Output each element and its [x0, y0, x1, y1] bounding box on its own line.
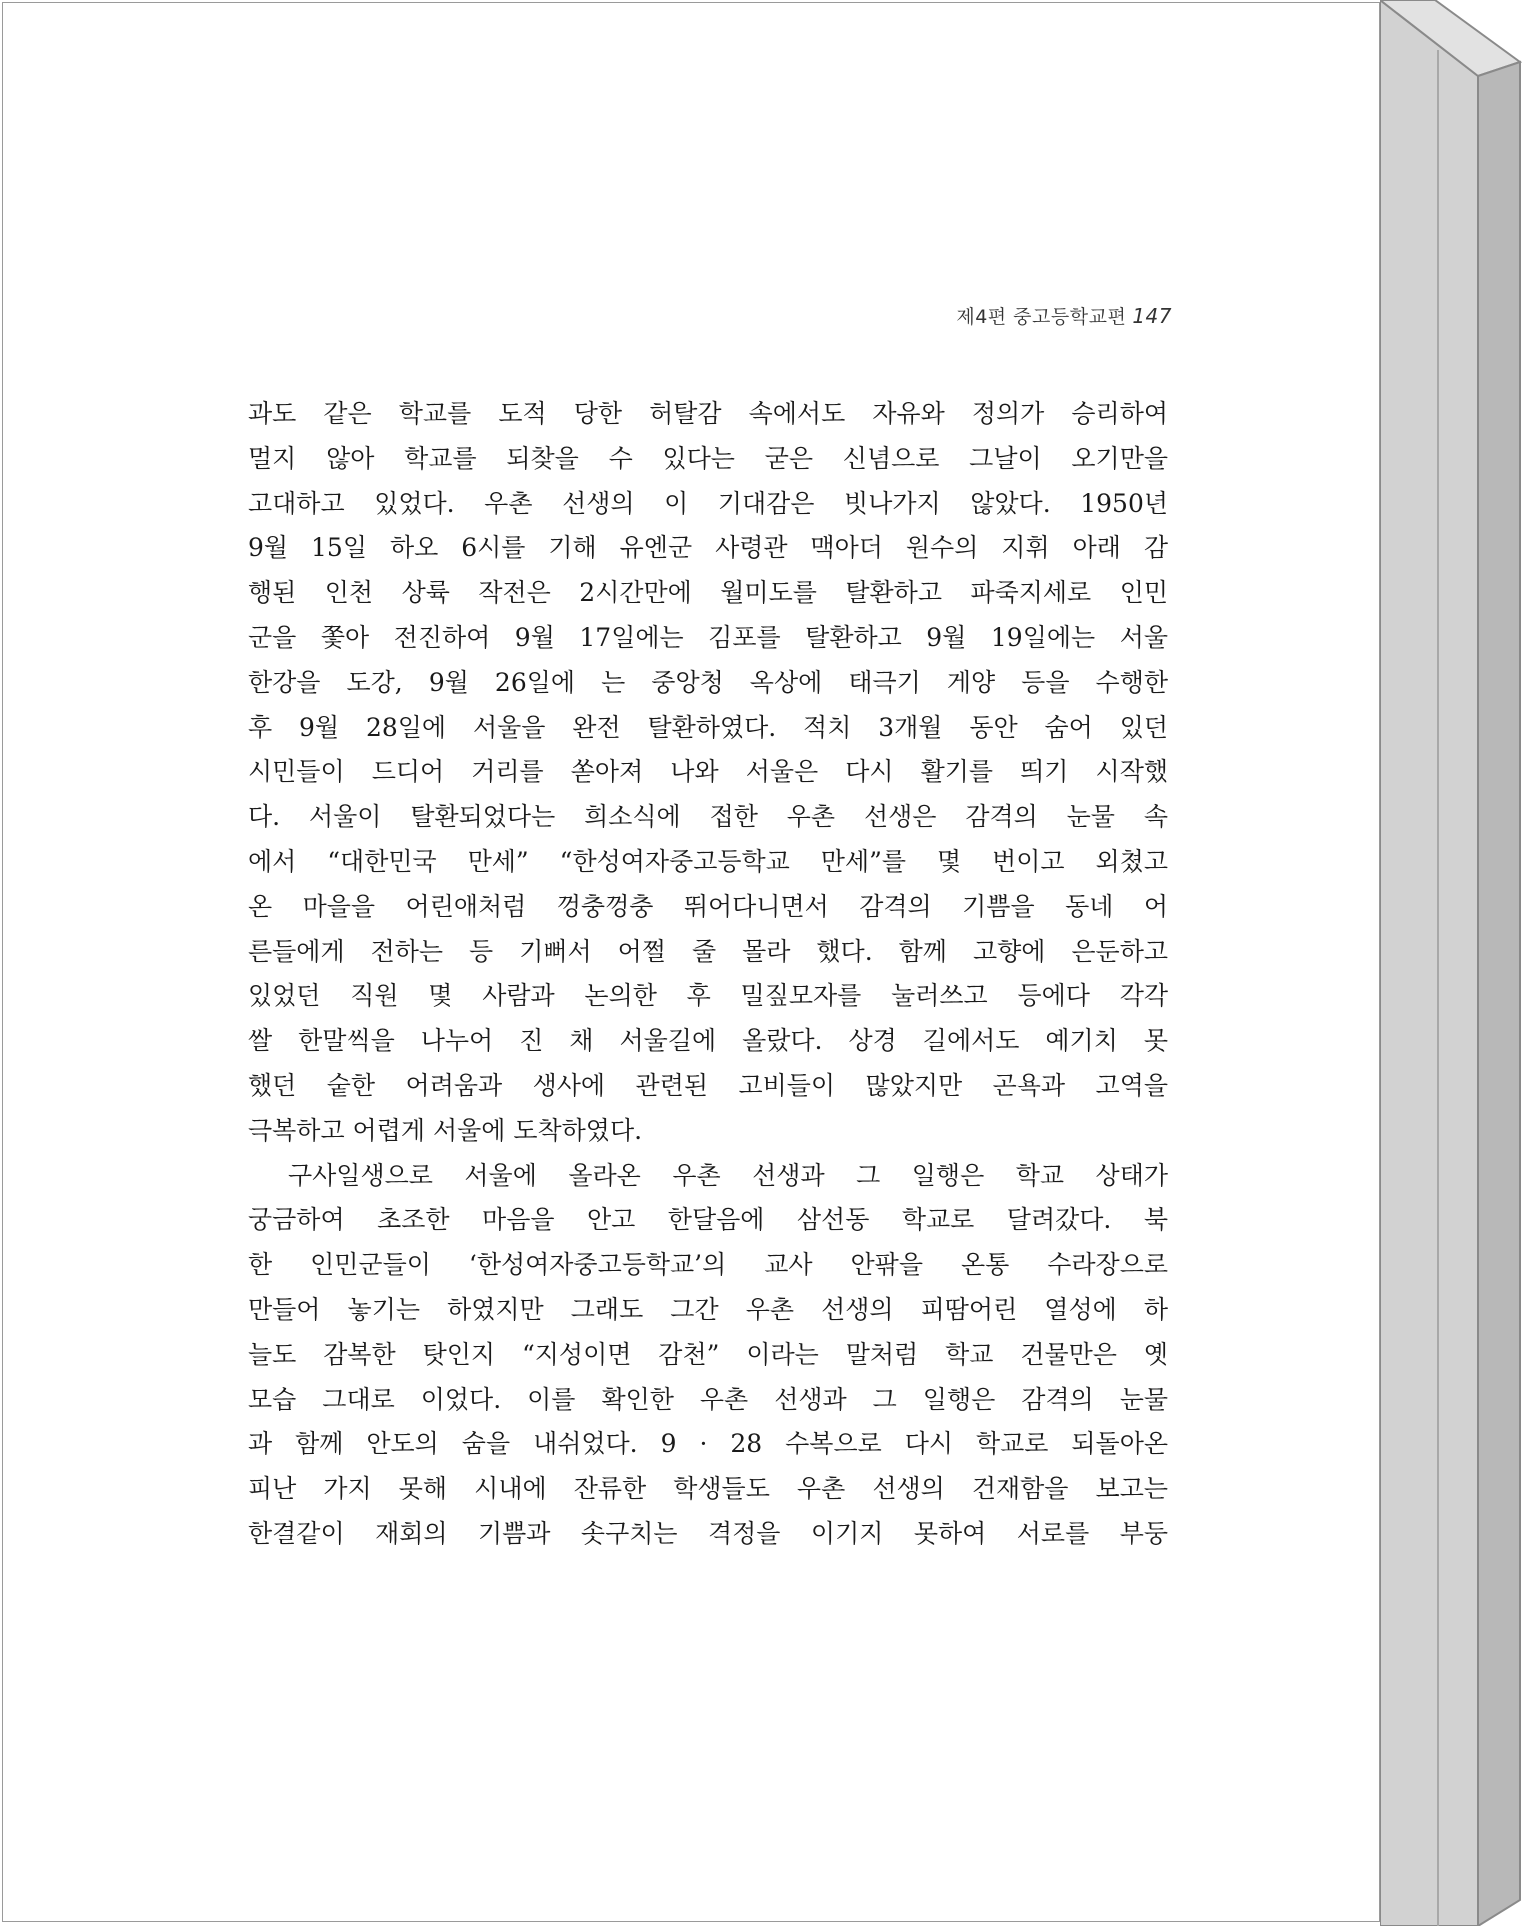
- text-line: 늘도 감복한 탓인지 “지성이면 감천” 이라는 말처럼 학교 건물만은 옛: [248, 1339, 1168, 1369]
- text-line: 궁금하여 초조한 마음을 안고 한달음에 삼선동 학교로 달려갔다. 북: [248, 1205, 1168, 1235]
- text-line: 9월 15일 하오 6시를 기해 유엔군 사령관 맥아더 원수의 지휘 아래 감: [248, 533, 1168, 563]
- text-line: 고대하고 있었다. 우촌 선생의 이 기대감은 빗나가지 않았다. 1950년: [248, 488, 1168, 518]
- text-line: 에서 “대한민국 만세” “한성여자중고등학교 만세”를 몇 번이고 외쳤고: [248, 846, 1168, 876]
- text-line: 멀지 않아 학교를 되찾을 수 있다는 굳은 신념으로 그날이 오기만을: [248, 443, 1168, 473]
- text-line: 만들어 놓기는 하였지만 그래도 그간 우촌 선생의 피땀어린 열성에 하: [248, 1294, 1168, 1324]
- book-edge: [1380, 0, 1522, 1926]
- text-line: 과도 같은 학교를 도적 당한 허탈감 속에서도 자유와 정의가 승리하여: [248, 399, 1168, 428]
- text-line: 온 마을을 어린애처럼 껑충껑충 뛰어다니면서 감격의 기쁨을 동네 어: [248, 891, 1168, 921]
- running-header: [956, 302, 1172, 329]
- text-line: 행된 인천 상륙 작전은 2시간만에 월미도를 탈환하고 파죽지세로 인민: [248, 578, 1168, 608]
- page-number: 147: [1132, 304, 1172, 328]
- text-line: 모습 그대로 이었다. 이를 확인한 우촌 선생과 그 일행은 감격의 눈물: [248, 1384, 1168, 1414]
- text-line: 후 9월 28일에 서울을 완전 탈환하였다. 적치 3개월 동안 숨어 있던: [248, 712, 1168, 742]
- text-line: 한 인민군들이 ‘한성여자중고등학교’의 교사 안팎을 온통 수라장으로: [248, 1250, 1168, 1280]
- text-line: 있었던 직원 몇 사람과 논의한 후 밀짚모자를 눌러쓰고 등에다 각각: [248, 981, 1168, 1011]
- text-line: 군을 쫓아 전진하여 9월 17일에는 김포를 탈환하고 9월 19일에는 서울: [248, 622, 1168, 652]
- paragraph-last-line: 극복하고 어렵게 서울에 도착하였다.: [248, 1115, 643, 1145]
- text-line: 했던 숱한 어려움과 생사에 관련된 고비들이 많았지만 곤욕과 고역을: [248, 1070, 1168, 1100]
- text-line: 한강을 도강, 9월 26일에 는 중앙청 옥상에 태극기 게양 등을 수행한: [248, 667, 1168, 697]
- text-line: 시민들이 드디어 거리를 쏟아져 나와 서울은 다시 활기를 띄기 시작했: [248, 757, 1168, 787]
- body-text: [248, 392, 1168, 1557]
- paragraph-first-line: 구사일생으로 서울에 올라온 우촌 선생과 그 일행은 학교 상태가: [288, 1160, 1168, 1190]
- text-line: 다. 서울이 탈환되었다는 희소식에 접한 우촌 선생은 감격의 눈물 속: [248, 802, 1168, 832]
- header-section-title: 제4편 중고등학교편: [956, 306, 1127, 328]
- text-line: 과 함께 안도의 숨을 내쉬었다. 9 · 28 수복으로 다시 학교로 되돌아온: [248, 1429, 1168, 1459]
- text-line: 쌀 한말씩을 나누어 진 채 서울길에 올랐다. 상경 길에서도 예기치 못: [248, 1026, 1168, 1056]
- text-line: 피난 가지 못해 시내에 잔류한 학생들도 우촌 선생의 건재함을 보고는: [248, 1474, 1168, 1504]
- text-line: 른들에게 전하는 등 기뻐서 어쩔 줄 몰라 했다. 함께 고향에 은둔하고: [248, 936, 1168, 966]
- text-line: 한결같이 재회의 기쁨과 솟구치는 격정을 이기지 못하여 서로를 부둥: [248, 1518, 1168, 1548]
